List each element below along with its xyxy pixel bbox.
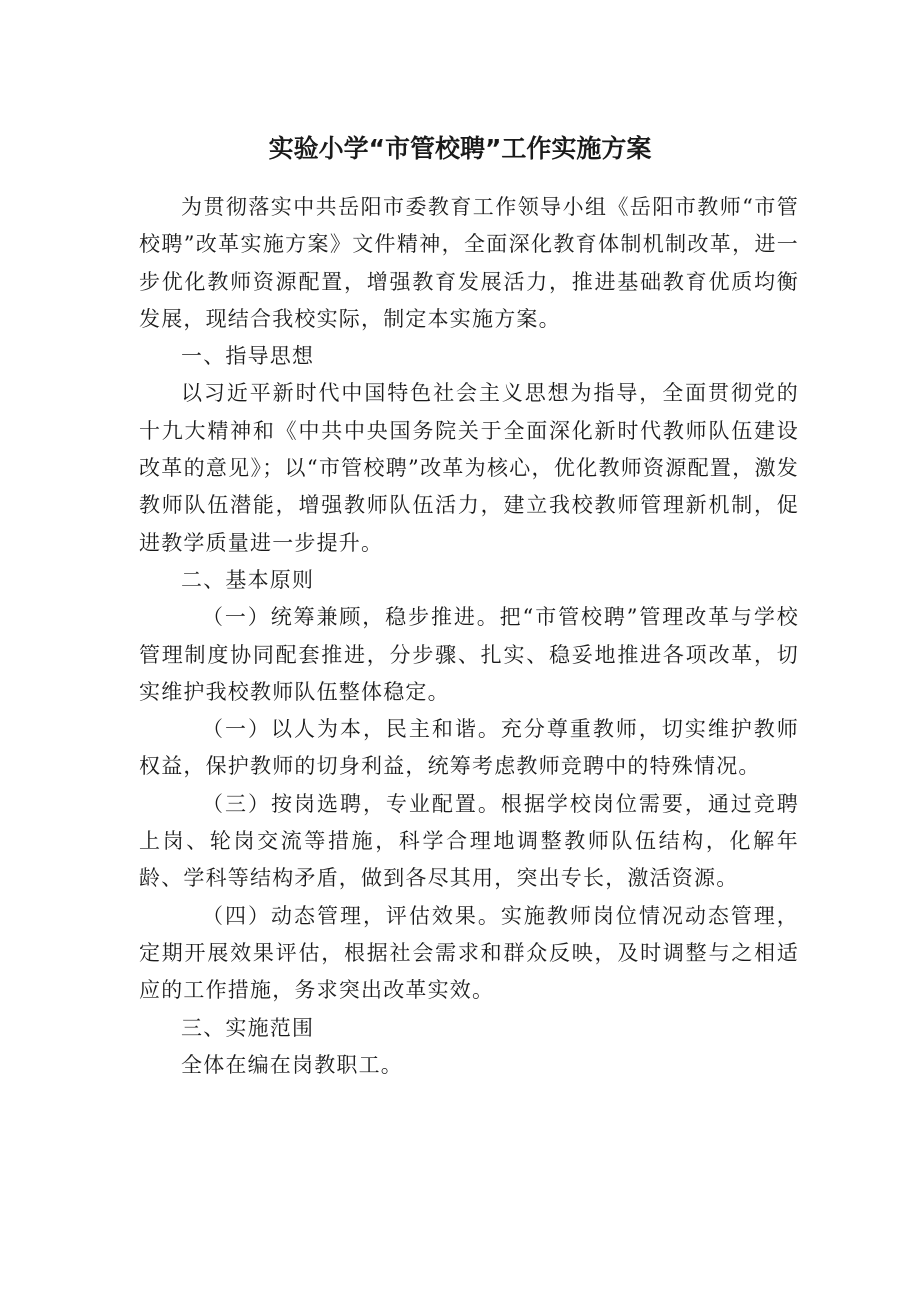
- paragraph-scope: 全体在编在岗教职工。: [181, 1052, 403, 1077]
- section-heading-scope: 三、实施范围: [181, 1015, 315, 1040]
- principle-item-4: （四）动态管理，评估效果。实施教师岗位情况动态管理，定期开展效果评估，根据社会需求和群众反映，及时调整与之相适应的工作措施，务求突出改革实效。: [139, 903, 799, 1003]
- document-body: [139, 189, 799, 1084]
- document-title: 实验小学“市管校聘”工作实施方案: [268, 133, 652, 163]
- principle-item-3: （三）按岗选聘，专业配置。根据学校岗位需要，通过竞聘上岗、轮岗交流等措施，科学合理地调整教师队伍结构，化解年龄、学科等结构矛盾，做到各尽其用，突出专长，激活资源。: [139, 791, 799, 891]
- paragraph-intro: 为贯彻落实中共岳阳市委教育工作领导小组《岳阳市教师“市管校聘”改革实施方案》文件精神，全面深化教育体制机制改革，进一步优化教师资源配置，增强教育发展活力，推进基础教育优质均衡发展，现结合我校实际，制定本实施方案。: [139, 195, 799, 331]
- section-heading-basic-principles: 二、基本原则: [181, 567, 315, 592]
- section-heading-guiding-ideology: 一、指导思想: [181, 344, 315, 369]
- paragraph-guiding-ideology: 以习近平新时代中国特色社会主义思想为指导，全面贯彻党的十九大精神和《中共中央国务院关于全面深化新时代教师队伍建设改革的意见》；以“市管校聘”改革为核心，优化教师资源配置，激发教师队伍潜能，增强教师队伍活力，建立我校教师管理新机制，促进教学质量进一步提升。: [139, 381, 799, 555]
- principle-item-1: （一）统筹兼顾，稳步推进。把“市管校聘”管理改革与学校管理制度协同配套推进，分步骤、扎实、稳妥地推进各项改革，切实维护我校教师队伍整体稳定。: [139, 605, 799, 704]
- principle-item-2: （一）以人为本，民主和谐。充分尊重教师，切实维护教师权益，保护教师的切身利益，统筹考虑教师竞聘中的特殊情况。: [139, 717, 799, 779]
